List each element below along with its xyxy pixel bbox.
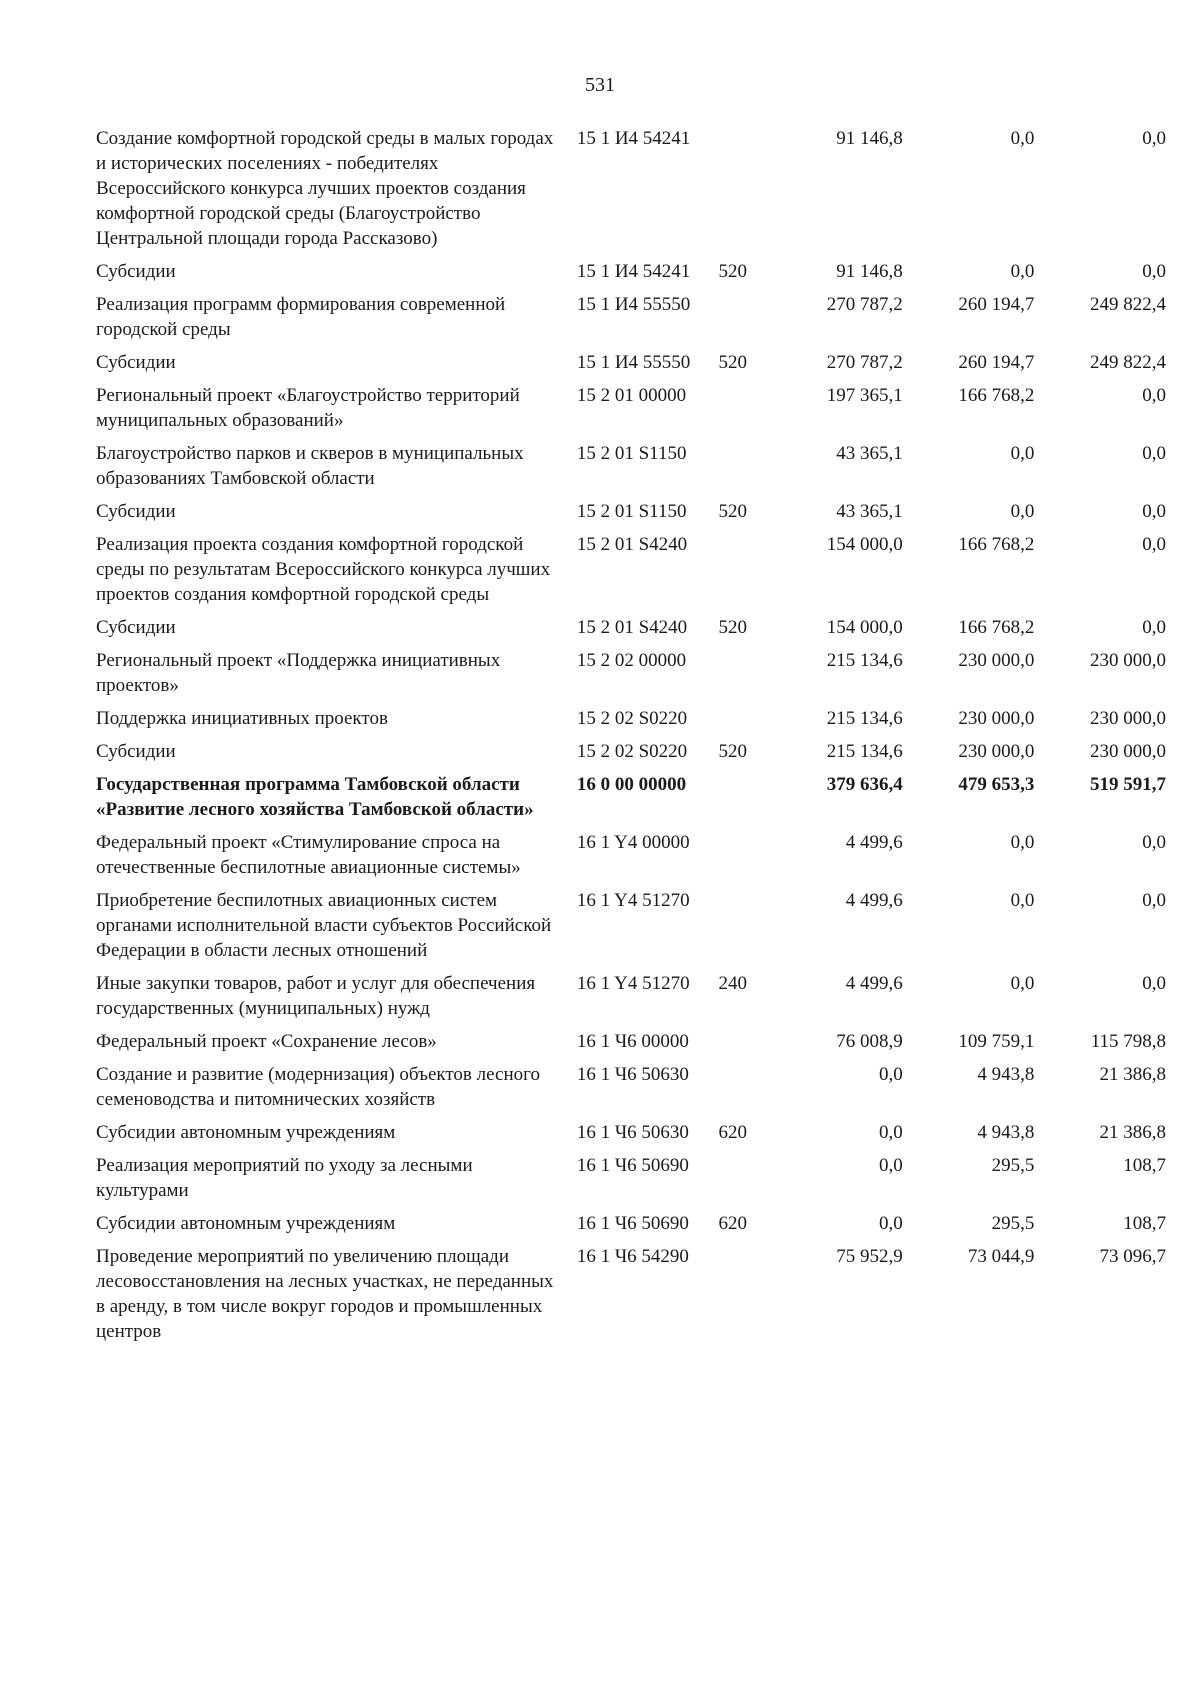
row-value-1: 43 365,1 bbox=[836, 443, 903, 464]
row-value-1: 154 000,0 bbox=[826, 534, 903, 555]
row-value-1: 76 008,9 bbox=[836, 1031, 903, 1052]
table-row bbox=[96, 971, 1166, 1029]
row-code: 15 2 01 S1150 bbox=[576, 443, 687, 464]
row-expense-type bbox=[719, 706, 772, 739]
row-value-3: 519 591,7 bbox=[1090, 774, 1166, 795]
row-value-1: 0,0 bbox=[879, 1064, 903, 1085]
row-expense-type bbox=[719, 1244, 772, 1352]
row-name: Региональный проект «Благоустройство территорий муниципальных образований» bbox=[96, 385, 520, 431]
row-value-3: 0,0 bbox=[1142, 832, 1166, 853]
row-value-2: 0,0 bbox=[1010, 890, 1035, 911]
table-row bbox=[96, 126, 1166, 259]
row-value-2: 109 759,1 bbox=[958, 1031, 1035, 1052]
row-code: 16 1 Ч6 50630 bbox=[576, 1064, 689, 1085]
row-value-1: 215 134,6 bbox=[826, 741, 903, 762]
row-value-3: 108,7 bbox=[1123, 1155, 1166, 1176]
row-value-3: 0,0 bbox=[1142, 443, 1166, 464]
row-name: Федеральный проект «Стимулирование спроса на отечественные беспилотные авиационные системы» bbox=[96, 832, 521, 878]
row-value-2: 230 000,0 bbox=[958, 650, 1035, 671]
table-row bbox=[96, 350, 1166, 383]
row-code: 15 1 И4 54241 bbox=[576, 261, 691, 282]
row-value-2: 0,0 bbox=[1010, 443, 1035, 464]
row-name: Федеральный проект «Сохранение лесов» bbox=[96, 1031, 437, 1052]
budget-table bbox=[96, 126, 1166, 1352]
row-value-1: 91 146,8 bbox=[836, 261, 903, 282]
row-expense-type bbox=[719, 383, 772, 441]
row-value-3: 108,7 bbox=[1123, 1213, 1166, 1234]
row-expense-type: 620 bbox=[718, 1213, 748, 1234]
row-name: Поддержка инициативных проектов bbox=[96, 708, 388, 729]
row-value-2: 166 768,2 bbox=[958, 385, 1035, 406]
row-value-3: 0,0 bbox=[1142, 617, 1166, 638]
row-name: Региональный проект «Поддержка инициативных проектов» bbox=[96, 650, 501, 696]
row-value-1: 4 499,6 bbox=[845, 973, 903, 994]
row-name: Проведение мероприятий по увеличению площади лесовосстановления на лесных участках, не переданных в аренду, в том числе вокруг городов и промышленных центров bbox=[96, 1246, 554, 1342]
table-row bbox=[96, 1062, 1166, 1120]
row-value-3: 0,0 bbox=[1142, 890, 1166, 911]
row-value-2: 73 044,9 bbox=[967, 1246, 1035, 1267]
row-value-3: 230 000,0 bbox=[1090, 741, 1166, 762]
row-value-3: 21 386,8 bbox=[1099, 1064, 1166, 1085]
row-expense-type: 520 bbox=[718, 741, 748, 762]
row-code: 16 1 Y4 00000 bbox=[576, 832, 690, 853]
table-row bbox=[96, 1029, 1166, 1062]
table-row bbox=[96, 441, 1166, 499]
row-expense-type bbox=[719, 1153, 772, 1211]
row-value-1: 215 134,6 bbox=[826, 650, 903, 671]
table-row bbox=[96, 532, 1166, 615]
table-row bbox=[96, 772, 1166, 830]
table-row bbox=[96, 706, 1166, 739]
table-row bbox=[96, 292, 1166, 350]
row-code: 15 2 01 S4240 bbox=[576, 534, 688, 555]
row-expense-type bbox=[719, 830, 772, 888]
row-value-1: 154 000,0 bbox=[826, 617, 903, 638]
row-name: Субсидии bbox=[96, 617, 176, 638]
row-code: 16 1 Ч6 50630 bbox=[576, 1122, 689, 1143]
row-code: 15 1 И4 55550 bbox=[576, 352, 691, 373]
row-code: 16 1 Ч6 00000 bbox=[576, 1031, 689, 1052]
table-row bbox=[96, 739, 1166, 772]
row-code: 15 2 01 S1150 bbox=[576, 501, 687, 522]
row-name: Субсидии bbox=[96, 352, 176, 373]
row-code: 15 2 01 S4240 bbox=[576, 617, 688, 638]
row-value-2: 230 000,0 bbox=[958, 741, 1035, 762]
row-name: Иные закупки товаров, работ и услуг для обеспечения государственных (муниципальных) нужд bbox=[96, 973, 536, 1019]
row-name: Субсидии автономным учреждениям bbox=[96, 1122, 396, 1143]
row-code: 15 2 02 00000 bbox=[576, 650, 687, 671]
row-code: 16 1 Ч6 50690 bbox=[576, 1155, 689, 1176]
row-code: 15 2 02 S0220 bbox=[576, 741, 688, 762]
row-expense-type: 520 bbox=[718, 352, 748, 373]
row-code: 15 1 И4 54241 bbox=[576, 128, 691, 149]
row-value-2: 230 000,0 bbox=[958, 708, 1035, 729]
row-expense-type bbox=[719, 532, 772, 615]
row-value-2: 166 768,2 bbox=[958, 617, 1035, 638]
row-value-2: 295,5 bbox=[991, 1155, 1035, 1176]
row-value-3: 249 822,4 bbox=[1090, 352, 1166, 373]
row-value-2: 0,0 bbox=[1010, 128, 1035, 149]
row-value-3: 0,0 bbox=[1142, 973, 1166, 994]
row-name: Реализация проекта создания комфортной городской среды по результатам Всероссийского конкурса лучших проектов создания комфортной городской среды bbox=[96, 534, 551, 605]
row-expense-type: 620 bbox=[718, 1122, 748, 1143]
row-name: Субсидии bbox=[96, 261, 176, 282]
row-code: 16 1 Y4 51270 bbox=[576, 890, 690, 911]
table-row bbox=[96, 1244, 1166, 1352]
row-expense-type: 240 bbox=[718, 973, 748, 994]
row-value-3: 230 000,0 bbox=[1090, 650, 1166, 671]
row-value-2: 0,0 bbox=[1010, 832, 1035, 853]
row-expense-type: 520 bbox=[718, 501, 748, 522]
table-row bbox=[96, 1211, 1166, 1244]
row-code: 16 1 Y4 51270 bbox=[576, 973, 690, 994]
row-expense-type bbox=[719, 126, 772, 259]
row-code: 15 2 01 00000 bbox=[576, 385, 687, 406]
row-value-1: 197 365,1 bbox=[826, 385, 903, 406]
row-name: Создание комфортной городской среды в малых городах и исторических поселениях - победителях Всероссийского конкурса лучших проектов создания комфортной городской среды (Благоустройство Центральной площади города Рассказово) bbox=[96, 128, 554, 249]
row-code: 16 1 Ч6 50690 bbox=[576, 1213, 689, 1234]
row-value-1: 379 636,4 bbox=[826, 774, 903, 795]
row-name: Субсидии bbox=[96, 501, 176, 522]
row-value-3: 230 000,0 bbox=[1090, 708, 1166, 729]
row-value-2: 4 943,8 bbox=[977, 1064, 1035, 1085]
row-code: 15 2 02 S0220 bbox=[576, 708, 688, 729]
table-row bbox=[96, 1120, 1166, 1153]
row-value-1: 4 499,6 bbox=[845, 890, 903, 911]
row-value-1: 270 787,2 bbox=[826, 294, 903, 315]
row-value-2: 479 653,3 bbox=[958, 774, 1035, 795]
row-name: Благоустройство парков и скверов в муниципальных образованиях Тамбовской области bbox=[96, 443, 524, 489]
row-value-2: 0,0 bbox=[1010, 261, 1035, 282]
table-row bbox=[96, 888, 1166, 971]
budget-table-body bbox=[96, 126, 1166, 1352]
row-value-3: 115 798,8 bbox=[1090, 1031, 1166, 1052]
row-name: Приобретение беспилотных авиационных систем органами исполнительной власти субъектов Российской Федерации в области лесных отношений bbox=[96, 890, 552, 961]
row-value-1: 0,0 bbox=[879, 1155, 903, 1176]
row-value-2: 0,0 bbox=[1010, 973, 1035, 994]
row-name: Создание и развитие (модернизация) объектов лесного семеноводства и питомнических хозяйств bbox=[96, 1064, 540, 1110]
row-value-3: 0,0 bbox=[1142, 385, 1166, 406]
row-value-2: 4 943,8 bbox=[977, 1122, 1035, 1143]
row-value-3: 73 096,7 bbox=[1099, 1246, 1166, 1267]
table-row bbox=[96, 615, 1166, 648]
row-name: Субсидии bbox=[96, 741, 176, 762]
row-name: Субсидии автономным учреждениям bbox=[96, 1213, 396, 1234]
table-row bbox=[96, 259, 1166, 292]
row-value-3: 0,0 bbox=[1142, 261, 1166, 282]
row-expense-type bbox=[719, 1029, 772, 1062]
row-code: 16 0 00 00000 bbox=[576, 774, 687, 795]
row-value-3: 249 822,4 bbox=[1090, 294, 1166, 315]
row-expense-type bbox=[719, 441, 772, 499]
row-expense-type bbox=[719, 772, 772, 830]
row-value-1: 43 365,1 bbox=[836, 501, 903, 522]
row-value-1: 75 952,9 bbox=[836, 1246, 903, 1267]
table-row bbox=[96, 830, 1166, 888]
page-number: 531 bbox=[585, 74, 615, 96]
row-value-2: 0,0 bbox=[1010, 501, 1035, 522]
row-code: 16 1 Ч6 54290 bbox=[576, 1246, 689, 1267]
table-row bbox=[96, 648, 1166, 706]
row-value-1: 270 787,2 bbox=[826, 352, 903, 373]
row-expense-type bbox=[719, 1062, 772, 1120]
row-value-2: 295,5 bbox=[991, 1213, 1035, 1234]
row-expense-type bbox=[719, 648, 772, 706]
row-value-1: 0,0 bbox=[879, 1213, 903, 1234]
row-expense-type: 520 bbox=[718, 617, 748, 638]
table-row bbox=[96, 499, 1166, 532]
row-value-3: 21 386,8 bbox=[1099, 1122, 1166, 1143]
row-value-1: 91 146,8 bbox=[836, 128, 903, 149]
row-value-1: 4 499,6 bbox=[845, 832, 903, 853]
row-expense-type: 520 bbox=[718, 261, 748, 282]
row-value-3: 0,0 bbox=[1142, 534, 1166, 555]
row-name: Реализация мероприятий по уходу за лесными культурами bbox=[96, 1155, 473, 1201]
row-value-1: 0,0 bbox=[879, 1122, 903, 1143]
row-value-2: 166 768,2 bbox=[958, 534, 1035, 555]
row-value-3: 0,0 bbox=[1142, 128, 1166, 149]
row-code: 15 1 И4 55550 bbox=[576, 294, 691, 315]
row-value-3: 0,0 bbox=[1142, 501, 1166, 522]
row-name: Государственная программа Тамбовской области «Развитие лесного хозяйства Тамбовской области» bbox=[96, 774, 534, 820]
row-expense-type bbox=[719, 292, 772, 350]
table-row bbox=[96, 383, 1166, 441]
row-value-2: 260 194,7 bbox=[958, 352, 1035, 373]
table-row bbox=[96, 1153, 1166, 1211]
row-expense-type bbox=[719, 888, 772, 971]
row-name: Реализация программ формирования современной городской среды bbox=[96, 294, 506, 340]
row-value-2: 260 194,7 bbox=[958, 294, 1035, 315]
row-value-1: 215 134,6 bbox=[826, 708, 903, 729]
